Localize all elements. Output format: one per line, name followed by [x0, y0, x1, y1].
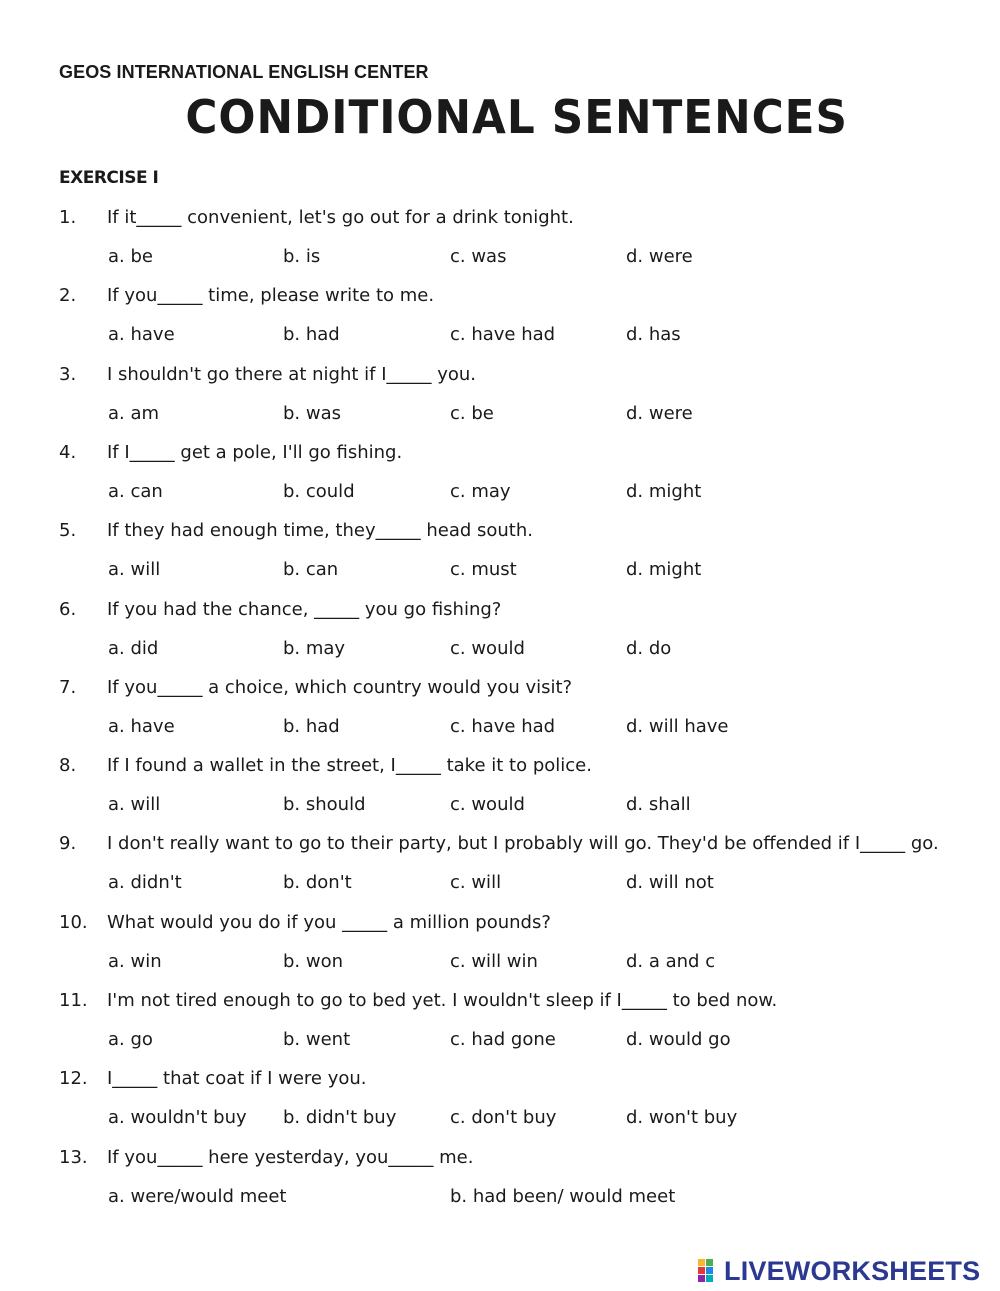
answer-option[interactable]: b. didn't buy	[283, 1107, 397, 1128]
question-text: I shouldn't go there at night if I_____ you.	[107, 364, 477, 385]
question-number: 6.	[59, 599, 77, 620]
question-number: 7.	[59, 677, 77, 698]
answer-options	[0, 403, 1000, 429]
answer-options	[0, 951, 1000, 977]
answer-option[interactable]: c. have had	[450, 716, 556, 737]
question-number: 13.	[59, 1147, 88, 1168]
question-text: If you had the chance, _____ you go fishing?	[107, 599, 502, 620]
answer-option[interactable]: c. was	[450, 246, 507, 267]
question-text: If you_____ time, please write to me.	[107, 285, 435, 306]
answer-option[interactable]: d. has	[626, 324, 681, 345]
answer-option[interactable]: a. have	[108, 324, 175, 345]
exercise-label: EXERCISE I	[59, 168, 159, 188]
question-number: 1.	[59, 207, 77, 228]
question-text: What would you do if you _____ a million pounds?	[107, 912, 551, 933]
answer-option[interactable]: d. were	[626, 403, 693, 424]
answer-option[interactable]: c. had gone	[450, 1029, 556, 1050]
question-number: 10.	[59, 912, 88, 933]
answer-option[interactable]: a. were/would meet	[108, 1186, 287, 1207]
answer-option[interactable]: b. don't	[283, 872, 352, 893]
answer-option[interactable]: b. should	[283, 794, 366, 815]
question-number: 3.	[59, 364, 77, 385]
answer-option[interactable]: b. had	[283, 716, 340, 737]
question-text: I don't really want to go to their party, but I probably will go. They'd be offended if I_____ go.	[107, 833, 939, 854]
answer-option[interactable]: c. will	[450, 872, 502, 893]
answer-option[interactable]: c. must	[450, 559, 517, 580]
brand-text: LIVEWORKSHEETS	[724, 1255, 981, 1286]
answer-option[interactable]: a. have	[108, 716, 175, 737]
answer-option[interactable]: d. might	[626, 481, 702, 502]
question-text: I'm not tired enough to go to bed yet. I wouldn't sleep if I_____ to bed now.	[107, 990, 778, 1011]
answer-option[interactable]: a. am	[108, 403, 160, 424]
answer-option[interactable]: d. will have	[626, 716, 729, 737]
answer-option[interactable]: a. be	[108, 246, 153, 267]
answer-option[interactable]: d. a and c	[626, 951, 716, 972]
answer-option[interactable]: a. will	[108, 794, 161, 815]
question-text: If I found a wallet in the street, I_____ take it to police.	[107, 755, 592, 776]
answer-option[interactable]: c. would	[450, 638, 525, 659]
answer-option[interactable]: c. may	[450, 481, 511, 502]
answer-option[interactable]: a. win	[108, 951, 162, 972]
answer-options	[0, 1186, 1000, 1212]
answer-option[interactable]: c. be	[450, 403, 494, 424]
answer-option[interactable]: a. didn't	[108, 872, 182, 893]
answer-option[interactable]: a. did	[108, 638, 159, 659]
question-number: 8.	[59, 755, 77, 776]
page-title: CONDITIONAL SENTENCES	[185, 90, 848, 144]
organization-name: GEOS INTERNATIONAL ENGLISH CENTER	[59, 62, 429, 82]
answer-option[interactable]: a. wouldn't buy	[108, 1107, 247, 1128]
answer-option[interactable]: d. would go	[626, 1029, 731, 1050]
question-number: 4.	[59, 442, 77, 463]
answer-option[interactable]: d. shall	[626, 794, 691, 815]
answer-option[interactable]: d. won't buy	[626, 1107, 738, 1128]
answer-option[interactable]: d. will not	[626, 872, 714, 893]
question-text: I_____ that coat if I were you.	[107, 1068, 367, 1089]
answer-option[interactable]: a. go	[108, 1029, 153, 1050]
answer-options	[0, 559, 1000, 585]
answer-option[interactable]: c. will win	[450, 951, 538, 972]
answer-option[interactable]: b. had been/ would meet	[450, 1186, 676, 1207]
answer-option[interactable]: b. could	[283, 481, 355, 502]
question-text: If you_____ a choice, which country would you visit?	[107, 677, 573, 698]
answer-options	[0, 794, 1000, 820]
answer-option[interactable]: b. may	[283, 638, 346, 659]
question-text: If they had enough time, they_____ head south.	[107, 520, 533, 541]
answer-options	[0, 1029, 1000, 1055]
answer-options	[0, 872, 1000, 898]
answer-option[interactable]: d. were	[626, 246, 693, 267]
answer-options	[0, 481, 1000, 507]
answer-option[interactable]: d. might	[626, 559, 702, 580]
answer-option[interactable]: b. was	[283, 403, 341, 424]
answer-options	[0, 246, 1000, 272]
answer-options	[0, 638, 1000, 664]
question-text: If I_____ get a pole, I'll go fishing.	[107, 442, 403, 463]
liveworksheets-brand	[698, 1254, 980, 1288]
answer-option[interactable]: b. is	[283, 246, 321, 267]
question-text: If you_____ here yesterday, you_____ me.	[107, 1147, 474, 1168]
answer-option[interactable]: d. do	[626, 638, 672, 659]
question-number: 11.	[59, 990, 88, 1011]
answer-option[interactable]: c. would	[450, 794, 525, 815]
answer-option[interactable]: c. have had	[450, 324, 556, 345]
question-number: 9.	[59, 833, 77, 854]
answer-option[interactable]: b. won	[283, 951, 344, 972]
answer-option[interactable]: c. don't buy	[450, 1107, 557, 1128]
question-text: If it_____ convenient, let's go out for a drink tonight.	[107, 207, 574, 228]
question-number: 5.	[59, 520, 77, 541]
answer-options	[0, 324, 1000, 350]
question-number: 12.	[59, 1068, 88, 1089]
answer-options	[0, 716, 1000, 742]
question-number: 2.	[59, 285, 77, 306]
answer-option[interactable]: b. had	[283, 324, 340, 345]
liveworksheets-logo-icon	[698, 1259, 722, 1283]
answer-option[interactable]: a. will	[108, 559, 161, 580]
answer-option[interactable]: a. can	[108, 481, 163, 502]
answer-option[interactable]: b. can	[283, 559, 339, 580]
answer-option[interactable]: b. went	[283, 1029, 351, 1050]
answer-options	[0, 1107, 1000, 1133]
